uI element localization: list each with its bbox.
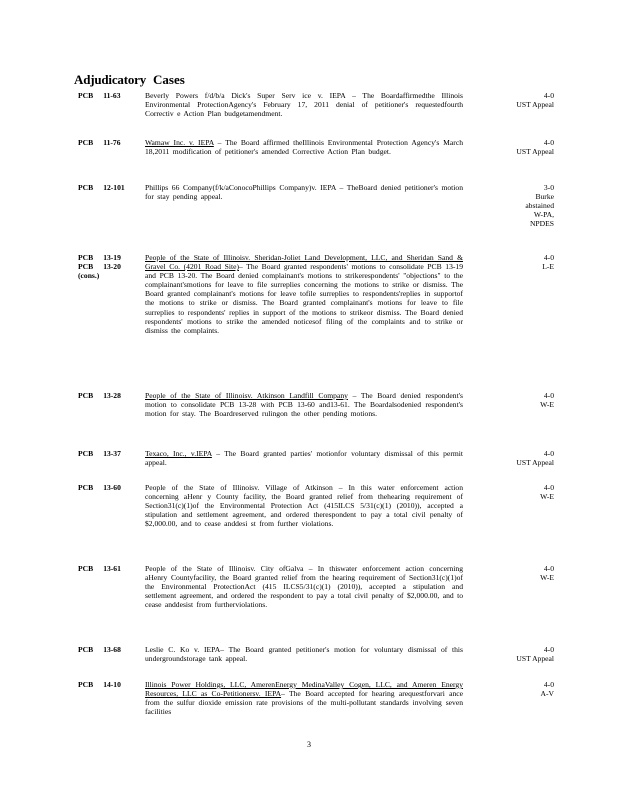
adjudicatory-heading: Adjudicatory bbox=[74, 72, 146, 87]
case-number: PCB 14-10 bbox=[78, 680, 121, 689]
page-number: 3 bbox=[307, 740, 311, 749]
case-description: Beverly Powers f/d/b/a Dick's Super Serv ice v. IEPA – The Boardaffirmedthe Illinois Environmental ProtectionAgency's February 17, 2011 denial of petitioner's requestedfourth Correctiv e Action Plan budgetamendment. bbox=[145, 91, 463, 119]
case-vote: 4-0 L-E bbox=[542, 253, 554, 272]
case-number: PCB 13-60 bbox=[78, 483, 121, 492]
case-vote: 4-0 W-E bbox=[540, 391, 554, 410]
case-vote: 4-0 W-E bbox=[540, 483, 554, 502]
case-vote: 4-0 UST Appeal bbox=[516, 645, 554, 664]
case-vote: 4-0 UST Appeal bbox=[516, 91, 554, 110]
case-number: PCB 12-101 bbox=[78, 183, 125, 192]
case-number: PCB 11-63 bbox=[78, 91, 121, 100]
case-description: Texaco, Inc., v.IEPA – The Board granted parties' motionfor voluntary dismissal of this permit appeal. bbox=[145, 449, 463, 468]
case-number: PCB 11-76 bbox=[78, 138, 121, 147]
case-vote: 4-0 UST Appeal bbox=[516, 449, 554, 468]
case-description: People of the State of Illinoisv. Sheridan-Joliet Land Development, LLC, and Sheridan Sand & Gravel Co. (4201 Road Site)– The Board granted respondents' motions to consolidate PCB 13-19 and PCB 13-20. The Board denied complainant's motions to strikerespondents' "objections" to the complainant'smotions for leave to file surreplies concerning the motions to strike or dismiss. The Board granted complainant's motions for leave tofile surreplies to respondents'replies in supportof the motions to strike or dismiss. The Board granted complainant's motions for leave to file surreplies to respondents' replies in support of the motions to strikeor dismiss. The Board denied respondents' motions to strike the amended noticesof filing of the complaints and to strike or dismiss the complaints. bbox=[145, 253, 463, 335]
case-number: PCB 13-37 bbox=[78, 449, 121, 458]
case-number: PCB 13-19 PCB 13-20 (cons.) bbox=[78, 253, 121, 281]
case-description: People of the State of Illinoisv. City ofGalva – In thiswater enforcement action concerning aHenry Countyfacility, the Board granted relief from the hearing requirement of Section31(c)(1)of the Environmental ProtectionAct (415 ILCS5/31(c)(1) (2010)), accepted a stipulation and settlement agreement, and ordered the respondent to pay a total civil penalty of $2,000.00, and to cease anddesist from furtherviolations. bbox=[145, 564, 463, 610]
case-description: Wamaw Inc. v. IEPA – The Board affirmed theIllinois Environmental Protection Agency's March 18,2011 modification of petitioner's amended Corrective Action Plan budget. bbox=[145, 138, 463, 157]
case-number: PCB 13-61 bbox=[78, 564, 121, 573]
case-description: People of the State of Illinoisv. Atkinson Landfill Company – The Board denied respondent's motion to consolidate PCB 13-28 with PCB 13-60 and13-61. The Boardalsodenied respondent's motion for stay. The Boardreserved rulingon the other pending motions. bbox=[145, 391, 464, 419]
case-vote: 4-0 A-V bbox=[540, 680, 554, 699]
case-description: Illinois Power Holdings, LLC, AmerenEnergy MedinaValley Cogen, LLC, and Ameren Energy Resources, LLC as Co-Petitionersv. IEPA– The Board accepted for hearing arequestforvari ance from the sulfur dioxide emission rate provisions of the multi-pollutant standards involving seven facilities bbox=[145, 680, 463, 717]
case-vote: 4-0 UST Appeal bbox=[516, 138, 554, 157]
case-description: Leslie C. Ko v. IEPA– The Board granted petitioner's motion for voluntary dismissal of this undergroundstorage tank appeal. bbox=[145, 645, 463, 664]
case-vote: 4-0 W-E bbox=[540, 564, 554, 583]
case-vote: 3-0 Burke abstained W-PA, NPDES bbox=[525, 183, 554, 229]
case-number: PCB 13-28 bbox=[78, 391, 121, 400]
case-description: Phillips 66 Company(f/k/aConocoPhillips Company)v. IEPA – TheBoard denied petitioner's motion for stay pending appeal. bbox=[145, 183, 463, 202]
cases-heading: Cases bbox=[153, 72, 185, 87]
case-description: People of the State of Illinoisv. Village of Atkinson – In this water enforcement action concerning aHenr y County facility, the Board granted relief from thehearing requirement of Section31(c)(1)of the Environmental Protection Act (415ILCS 5/31(c)(1) (2010)), accepted a stipulation and settlement agreement, and ordered therespondent to pay a total civil penalty of $2,000.00, and to cease anddesi st from further violations. bbox=[145, 483, 463, 529]
case-number: PCB 13-68 bbox=[78, 645, 121, 654]
